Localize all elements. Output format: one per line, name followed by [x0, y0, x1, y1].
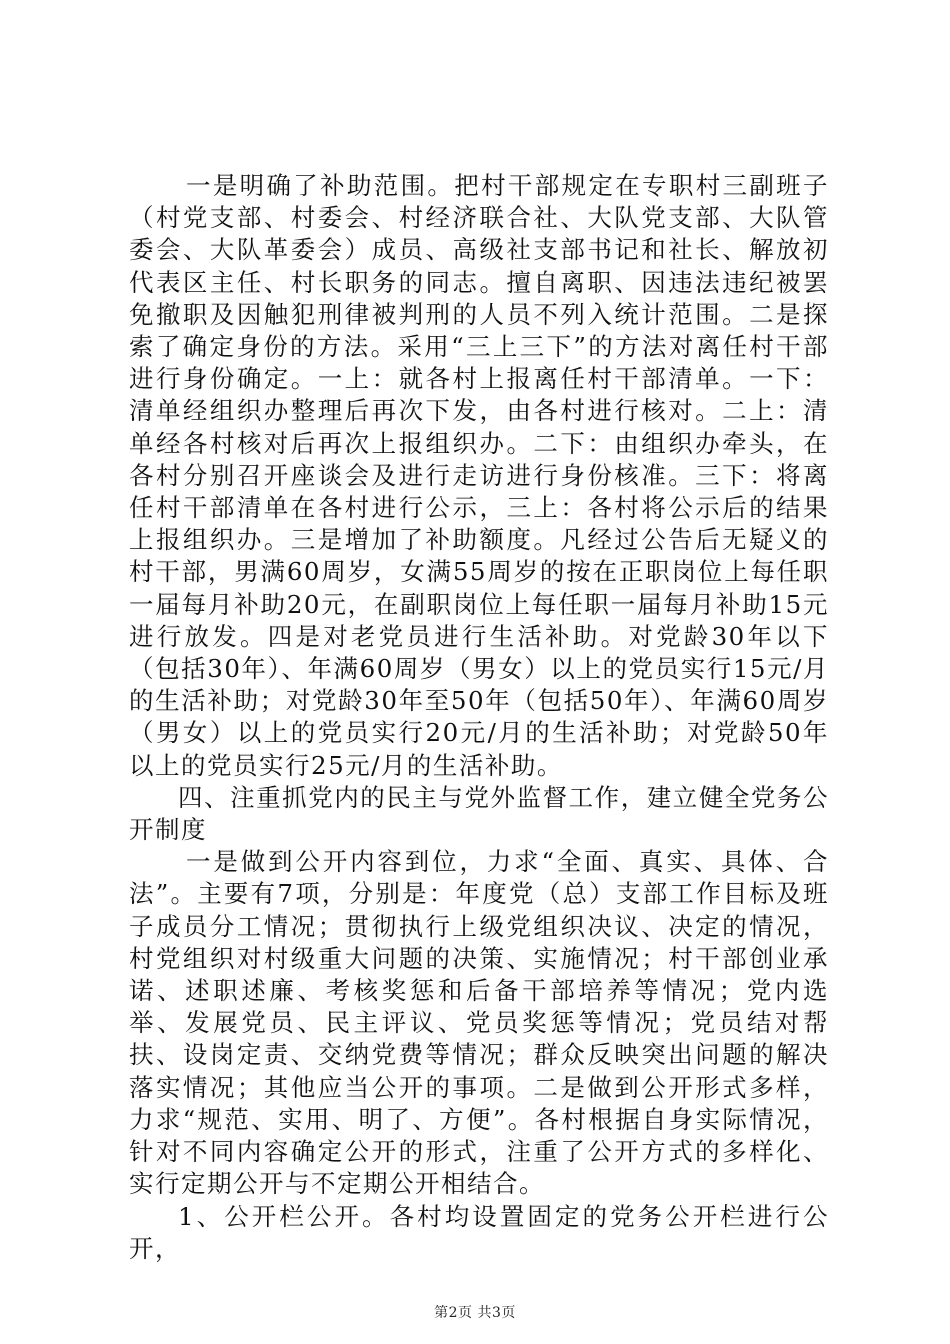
- section-heading-party-affairs-disclosure: 四、注重抓党内的民主与党外监督工作，建立健全党务公开制度: [129, 782, 829, 845]
- paragraph-subsidy-scope: 一是明确了补助范围。把村干部规定在专职村三副班子（村党支部、村委会、村经济联合社、大队党支部、大队管委会、大队革委会）成员、高级社支部书记和社长、解放初代表区主任、村长职务的同志。擅自离职、因违法违纪被罢免撤职及因触犯刑律被判刑的人员不列入统计范围。二是探索了确定身份的方法。采用“三上三下”的方法对离任村干部进行身份确定。一上：就各村上报离任村干部清单。一下：清单经组织办整理后再次下发，由各村进行核对。二上：清单经各村核对后再次上报组织办。二下：由组织办牵头，在各村分别召开座谈会及进行走访进行身份核准。三下：将离任村干部清单在各村进行公示，三上：各村将公示后的结果上报组织办。三是增加了补助额度。凡经过公告后无疑义的村干部，男满60周岁，女满55周岁的按在正职岗位上每任职一届每月补助20元，在副职岗位上每任职一届每月补助15元进行放发。四是对老党员进行生活补助。对党龄30年以下（包括30年）、年满60周岁（男女）以上的党员实行15元/月的生活补助；对党龄30年至50年（包括50年）、年满60周岁（男女）以上的党员实行20元/月的生活补助；对党龄50年以上的党员实行25元/月的生活补助。: [129, 171, 829, 780]
- paragraph-bulletin-board: 1、公开栏公开。各村均设置固定的党务公开栏进行公开，: [129, 1201, 829, 1263]
- document-body: [129, 170, 829, 1265]
- page-number-footer: 第2页 共3页: [434, 1305, 516, 1321]
- paragraph-disclosure-content: 一是做到公开内容到位，力求“全面、真实、具体、合法”。主要有7项，分别是：年度党（总）支部工作目标及班子成员分工情况；贯彻执行上级党组织决议、决定的情况，村党组织对村级重大问题的决策、实施情况；村干部创业承诺、述职述廉、考核奖惩和后备干部培养等情况；党内选举、发展党员、民主评议、党员奖惩等情况；党员结对帮扶、设岗定责、交纳党费等情况；群众反映突出问题的解决落实情况；其他应当公开的事项。二是做到公开形式多样，力求“规范、实用、明了、方便”。各村根据自身实际情况，针对不同内容确定公开的形式，注重了公开方式的多样化、实行定期公开与不定期公开相结合。: [129, 847, 829, 1199]
